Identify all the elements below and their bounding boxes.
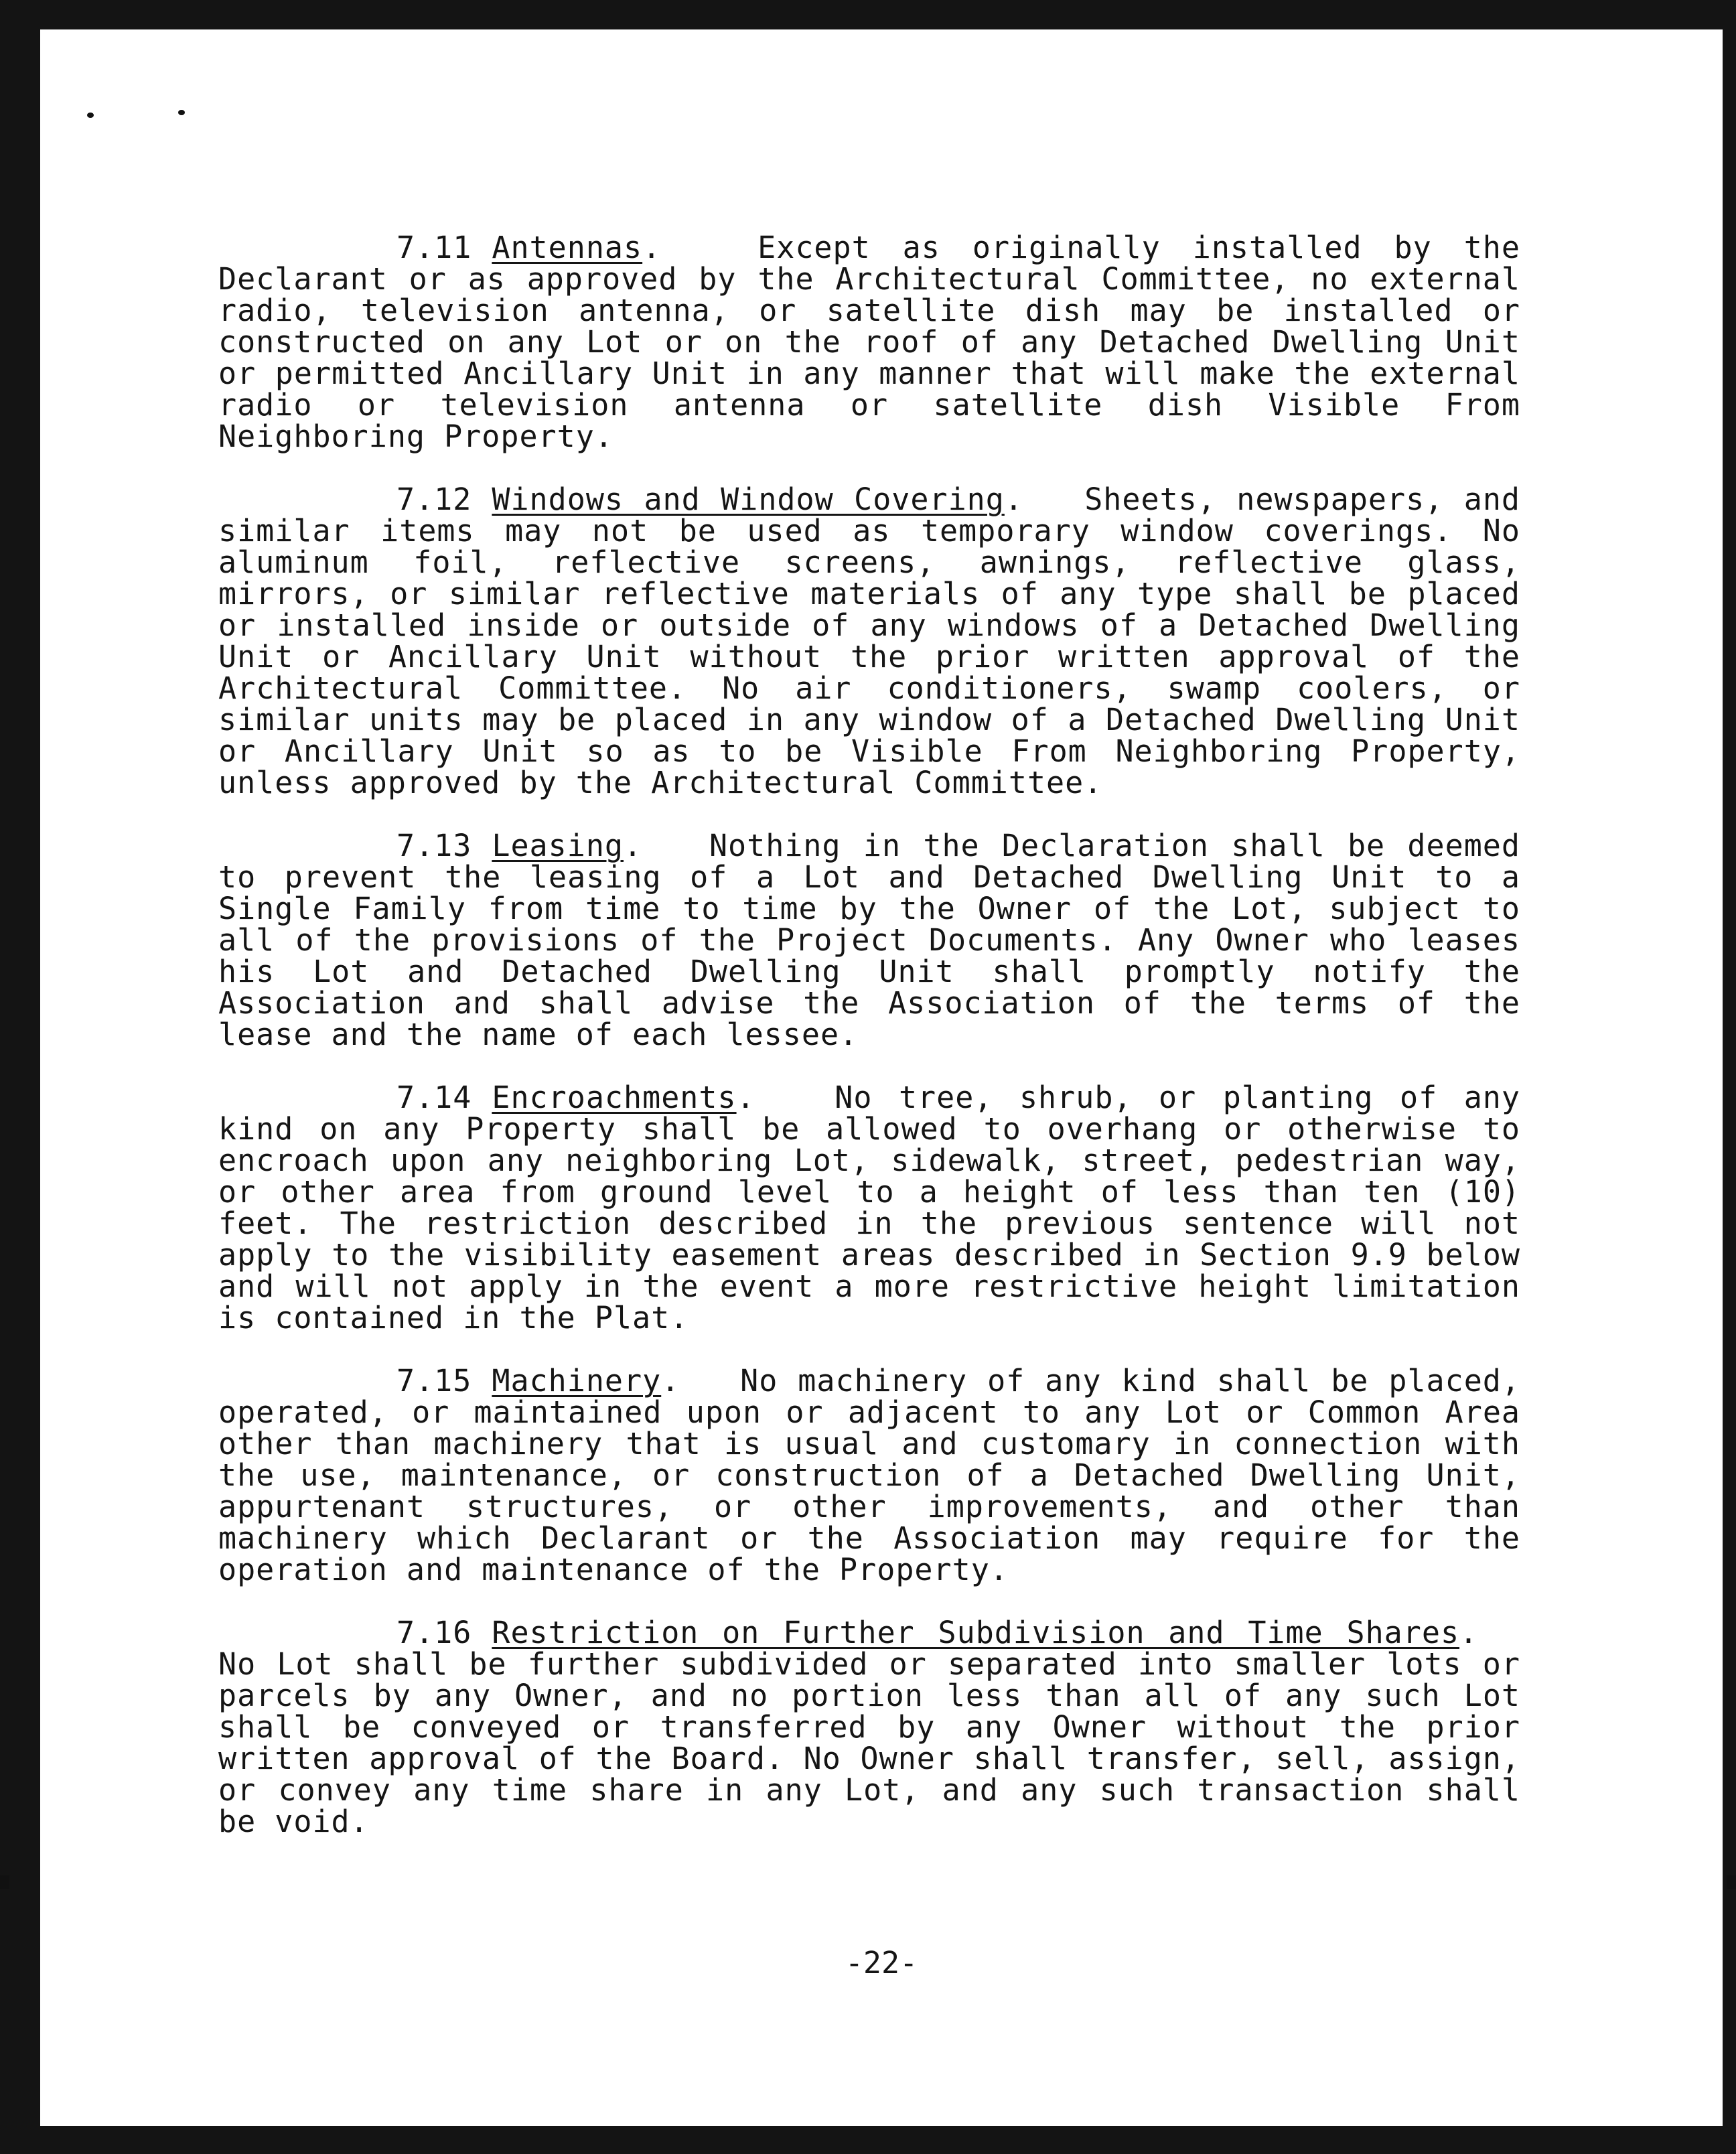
scan-speck — [178, 110, 185, 115]
document-body — [218, 232, 1520, 1869]
section-number: 7.15 — [396, 1363, 472, 1398]
section-heading: Encroachments — [492, 1080, 737, 1115]
section-number: 7.14 — [396, 1080, 472, 1115]
scan-speck — [87, 113, 94, 118]
section-heading: Leasing — [492, 828, 624, 863]
section-heading: Windows and Window Covering — [492, 482, 1005, 517]
section-7-16: 7.16 Restriction on Further Subdivision and Time Shares. No Lot shall be further subdivided or separated into smaller lots or parcels by any Owner, and no portion less than all of any such Lot shall be conveyed or transferred by any Owner without the prior written approval of the Board. No Owner shall transfer, sell, assign, or convey any time share in any Lot, and any such transaction shall be void. — [218, 1615, 1520, 1839]
section-number: 7.12 — [396, 482, 472, 517]
section-7-14: 7.14 Encroachments. No tree, shrub, or planting of any kind on any Property shall be allowed to overhang or otherwise to encroach upon any neighboring Lot, sidewalk, street, pedestrian way, or other area from ground level to a height of less than ten (10) feet. The restriction described in the previous sentence will not apply to the visibility easement areas described in Section 9.9 below and will not apply in the event a more restrictive height limitation is contained in the Plat. — [218, 1080, 1520, 1336]
section-text: Except as originally installed by the Declarant or as approved by the Architectural Committee, no external radio, television antenna, or satellite dish may be installed or constructed on any Lot or on the roof of any Detached Dwelling Unit or permitted Ancillary Unit in any manner that will make the external radio or television antenna or satellite dish Visible From Neighboring Property. — [218, 230, 1520, 454]
section-text: Sheets, newspapers, and similar items may not be used as temporary window coverings. No aluminum foil, reflective screens, awnings, reflective glass, mirrors, or similar reflective materials of any type shall be placed or installed inside or outside of any windows of a Detached Dwelling Unit or Ancillary Unit without the prior written approval of the Architectural Committee. No air conditioners, swamp coolers, or similar units may be placed in any window of a Detached Dwelling Unit or Ancillary Unit so as to be Visible From Neighboring Property, unless approved by the Architectural Committee. — [218, 482, 1520, 800]
section-number: 7.11 — [396, 230, 472, 265]
section-heading: Restriction on Further Subdivision and Time Shares — [492, 1615, 1460, 1650]
section-text: No Lot shall be further subdivided or separated into smaller lots or parcels by any Owner, and no portion less than all of any such Lot shall be conveyed or transferred by any Owner without the prior written approval of the Board. No Owner shall transfer, sell, assign, or convey any time share in any Lot, and any such transaction shall be void. — [218, 1646, 1520, 1839]
section-text: Nothing in the Declaration shall be deemed to prevent the leasing of a Lot and Detached Dwelling Unit to a Single Family from time to time by the Owner of the Lot, subject to all of the provisions of the Project Documents. Any Owner who leases his Lot and Detached Dwelling Unit shall promptly notify the Association and shall advise the Association of the terms of the lease and the name of each lessee. — [218, 828, 1520, 1052]
section-number: 7.13 — [396, 828, 472, 863]
section-heading: Machinery — [492, 1363, 662, 1398]
section-number: 7.16 — [396, 1615, 472, 1650]
document-page — [40, 29, 1723, 2126]
scan-edge-mark — [0, 1875, 9, 1889]
section-text: No machinery of any kind shall be placed, operated, or maintained upon or adjacent to any Lot or Common Area other than machinery that is usual and customary in connection with the use, maintenance, or construction of a Detached Dwelling Unit, appurtenant structures, or other improvements, and other than machinery which Declarant or the Association may require for the operation and maintenance of the Property. — [218, 1363, 1520, 1587]
section-7-15: 7.15 Machinery. No machinery of any kind shall be placed, operated, or maintained upon or adjacent to any Lot or Common Area other than machinery that is usual and customary in connection with the use, maintenance, or construction of a Detached Dwelling Unit, appurtenant structures, or other improvements, and other than machinery which Declarant or the Association may require for the operation and maintenance of the Property. — [218, 1363, 1520, 1587]
section-text: No tree, shrub, or planting of any kind on any Property shall be allowed to overhang or otherwise to encroach upon any neighboring Lot, sidewalk, street, pedestrian way, or other area from ground level to a height of less than ten (10) feet. The restriction described in the previous sentence will not apply to the visibility easement areas described in Section 9.9 below and will not apply in the event a more restrictive height limitation is contained in the Plat. — [218, 1080, 1520, 1336]
section-7-13: 7.13 Leasing. Nothing in the Declaration shall be deemed to prevent the leasing of a Lot and Detached Dwelling Unit to a Single Family from time to time by the Owner of the Lot, subject to all of the provisions of the Project Documents. Any Owner who leases his Lot and Detached Dwelling Unit shall promptly notify the Association and shall advise the Association of the terms of the lease and the name of each lessee. — [218, 828, 1520, 1052]
scan-edge-mark — [1727, 1875, 1736, 1889]
section-heading: Antennas — [492, 230, 643, 265]
section-7-11: 7.11 Antennas. Except as originally installed by the Declarant or as approved by the Architectural Committee, no external radio, television antenna, or satellite dish may be installed or constructed on any Lot or on the roof of any Detached Dwelling Unit or permitted Ancillary Unit in any manner that will make the external radio or television antenna or satellite dish Visible From Neighboring Property. — [218, 230, 1520, 454]
section-7-12: 7.12 Windows and Window Covering. Sheets, newspapers, and similar items may not be used as temporary window coverings. No aluminum foil, reflective screens, awnings, reflective glass, mirrors, or similar reflective materials of any type shall be placed or installed inside or outside of any windows of a Detached Dwelling Unit or Ancillary Unit without the prior written approval of the Architectural Committee. No air conditioners, swamp coolers, or similar units may be placed in any window of a Detached Dwelling Unit or Ancillary Unit so as to be Visible From Neighboring Property, unless approved by the Architectural Committee. — [218, 482, 1520, 800]
page-number: -22- — [845, 1945, 918, 1981]
